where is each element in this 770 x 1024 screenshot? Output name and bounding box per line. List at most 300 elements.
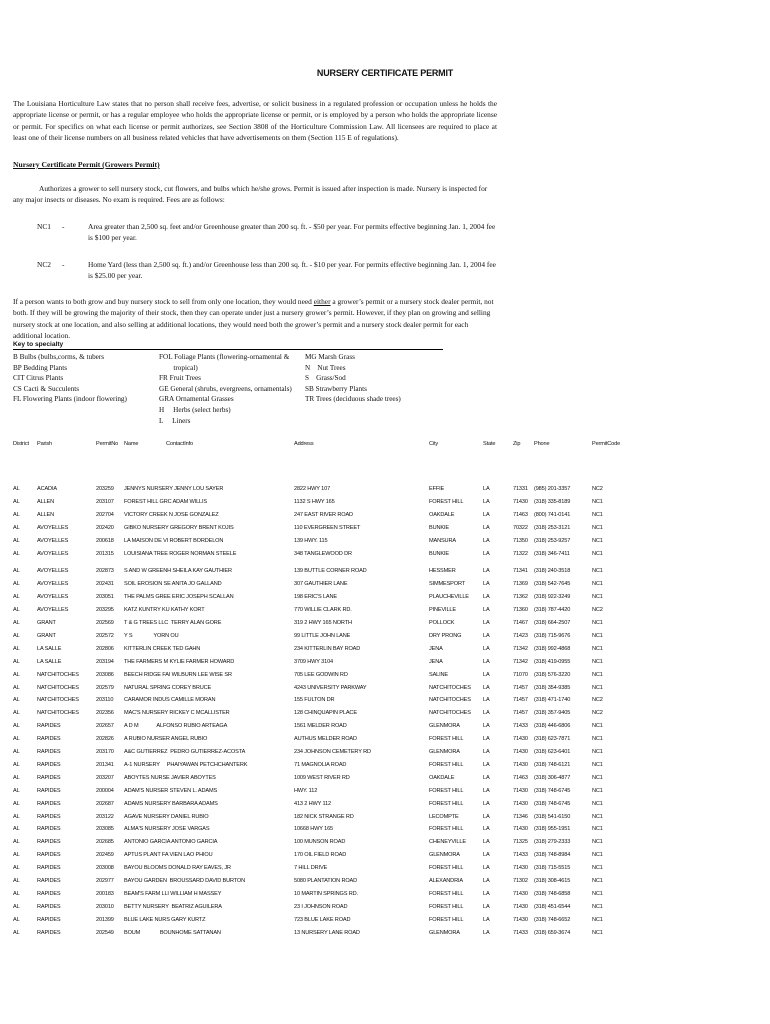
cell-address: 155 FULTON DR xyxy=(294,697,335,703)
cell-state: LA xyxy=(483,551,490,557)
cell-address: 705 LEE GODWIN RD xyxy=(294,672,348,678)
permit-class-dash: - xyxy=(62,260,65,269)
cell-name-contact: A RUBIO NURSER ANGEL RUBIO xyxy=(124,736,208,742)
cell-state: LA xyxy=(483,525,490,531)
cell-district: AL xyxy=(13,710,20,716)
cell-permit-number: 203110 xyxy=(96,697,114,703)
cell-district: AL xyxy=(13,878,20,884)
cell-district: AL xyxy=(13,525,20,531)
cell-address: 23 I JOHNSON ROAD xyxy=(294,904,348,910)
cell-address: 319 2 HWY 165 NORTH xyxy=(294,620,352,626)
cell-phone: (985) 201-3357 xyxy=(534,486,571,492)
cell-phone: (318) 748-6745 xyxy=(534,801,571,807)
cell-permit-code: NC1 xyxy=(592,512,603,518)
cell-phone: (318) 446-6806 xyxy=(534,723,571,729)
cell-state: LA xyxy=(483,930,490,936)
cell-city: NATCHITOCHES xyxy=(429,710,471,716)
header-zip: Zip xyxy=(513,441,521,447)
cell-district: AL xyxy=(13,672,20,678)
cell-permit-code: NC1 xyxy=(592,788,603,794)
cell-address: 139 BUTTLE CORNER ROAD xyxy=(294,568,367,574)
paragraph-text: If a person wants to both grow and buy nursery stock to sell from only one location, they would need xyxy=(13,297,314,306)
cell-parish: NATCHITOCHES xyxy=(37,685,79,691)
cell-permit-number: 202657 xyxy=(96,723,114,729)
cell-state: LA xyxy=(483,659,490,665)
key-item: L Liners xyxy=(159,416,191,425)
cell-permit-code: NC1 xyxy=(592,620,603,626)
cell-address: 1561 MELDER ROAD xyxy=(294,723,347,729)
cell-zip: 71457 xyxy=(513,710,528,716)
authorization-paragraph: Authorizes a grower to sell nursery stock, cut flowers, and bulbs which he/she grows. Permit is issued after inspection is made. Nursery is inspected for any major insects or diseases. No exam is required. Fees are as follows: xyxy=(13,184,488,205)
cell-name-contact: APTUS PLANT FA VIEN LAO PHIOU xyxy=(124,852,213,858)
cell-name-contact: NATURAL SPRING COREY BRUCE xyxy=(124,685,212,691)
cell-zip: 70322 xyxy=(513,525,528,531)
cell-name-contact: LOUISIANA TREE ROGER NORMAN STEELE xyxy=(124,551,237,557)
cell-parish: RAPIDES xyxy=(37,930,61,936)
cell-city: FOREST HILL xyxy=(429,891,464,897)
cell-phone: (318) 748-6121 xyxy=(534,762,571,768)
cell-permit-number: 201315 xyxy=(96,551,114,557)
cell-state: LA xyxy=(483,775,490,781)
cell-permit-number: 203207 xyxy=(96,775,114,781)
cell-zip: 71430 xyxy=(513,865,528,871)
cell-permit-number: 203008 xyxy=(96,865,114,871)
cell-permit-code: NC1 xyxy=(592,633,603,639)
cell-name-contact: GIBKO NURSERY GREGORY BRENT KOJIS xyxy=(124,525,234,531)
cell-address: 1132 S HWY 165 xyxy=(294,499,335,505)
cell-parish: AVOYELLES xyxy=(37,581,69,587)
cell-district: AL xyxy=(13,852,20,858)
cell-district: AL xyxy=(13,633,20,639)
cell-name-contact: BOUM BOUNHOME SATTANAN xyxy=(124,930,221,936)
cell-permit-code: NC1 xyxy=(592,749,603,755)
cell-zip: 71467 xyxy=(513,620,528,626)
cell-permit-number: 202806 xyxy=(96,646,114,652)
cell-district: AL xyxy=(13,775,20,781)
cell-address: AUTHUS MELDER ROAD xyxy=(294,736,357,742)
cell-address: 71 MAGNOLIA ROAD xyxy=(294,762,347,768)
cell-address: 2822 HWY 107 xyxy=(294,486,331,492)
cell-phone: (318) 922-3249 xyxy=(534,594,571,600)
key-item: CIT Citrus Plants xyxy=(13,374,64,383)
cell-address: 247 EAST RIVER ROAD xyxy=(294,512,353,518)
cell-district: AL xyxy=(13,826,20,832)
cell-phone: (318) 955-1951 xyxy=(534,826,571,832)
cell-permit-number: 202356 xyxy=(96,710,114,716)
cell-parish: AVOYELLES xyxy=(37,607,69,613)
key-item: N Nut Trees xyxy=(305,363,346,372)
cell-name-contact: ANTONIO GARCIA ANTONIO GARCIA xyxy=(124,839,218,845)
cell-permit-code: NC1 xyxy=(592,594,603,600)
cell-permit-code: NC1 xyxy=(592,723,603,729)
cell-state: LA xyxy=(483,749,490,755)
cell-name-contact: MAC'S NURSERY RICKEY C MCALLISTER xyxy=(124,710,230,716)
cell-phone: (318) 357-9405 xyxy=(534,710,571,716)
cell-phone: (318) 346-7411 xyxy=(534,551,570,557)
cell-zip: 71463 xyxy=(513,512,528,518)
cell-parish: AVOYELLES xyxy=(37,568,69,574)
cell-city: FOREST HILL xyxy=(429,788,464,794)
cell-state: LA xyxy=(483,788,490,794)
cell-name-contact: A D M ALFONSO RUBIO ARTEAGA xyxy=(124,723,228,729)
key-column-3 xyxy=(305,352,401,405)
cell-district: AL xyxy=(13,891,20,897)
cell-zip: 71362 xyxy=(513,594,528,600)
cell-city: GLENMORA xyxy=(429,749,460,755)
key-item: SB Strawberry Plants xyxy=(305,384,367,393)
header-district: District xyxy=(13,441,29,447)
cell-zip: 71433 xyxy=(513,723,528,729)
cell-city: FOREST HILL xyxy=(429,917,464,923)
key-item: TR Trees (deciduous shade trees) xyxy=(305,395,401,404)
cell-parish: ALLEN xyxy=(37,499,54,505)
cell-permit-code: NC1 xyxy=(592,499,603,505)
cell-name-contact: SOIL EROSION SE ANITA JO GALLAND xyxy=(124,581,222,587)
cell-phone: (318) 748-6858 xyxy=(534,891,571,897)
cell-state: LA xyxy=(483,865,490,871)
key-title: Key to specialty xyxy=(13,341,64,348)
cell-address: 7 HILL DRIVE xyxy=(294,865,328,871)
cell-state: LA xyxy=(483,581,490,587)
cell-city: GLENMORA xyxy=(429,930,460,936)
cell-city: BUNKIE xyxy=(429,551,449,557)
cell-district: AL xyxy=(13,839,20,845)
cell-state: LA xyxy=(483,646,490,652)
cell-permit-code: NC1 xyxy=(592,581,603,587)
cell-district: AL xyxy=(13,697,20,703)
cell-permit-code: NC1 xyxy=(592,814,603,820)
cell-permit-number: 202579 xyxy=(96,685,114,691)
cell-city: FOREST HILL xyxy=(429,865,464,871)
cell-permit-number: 200004 xyxy=(96,788,114,794)
cell-phone: (318) 335-8189 xyxy=(534,499,571,505)
dual-permit-paragraph xyxy=(13,296,499,342)
cell-zip: 71457 xyxy=(513,697,528,703)
cell-name-contact: JENNYS NURSERY JENNY LOU SAYER xyxy=(124,486,224,492)
cell-parish: NATCHITOCHES xyxy=(37,672,79,678)
cell-permit-code: NC1 xyxy=(592,525,603,531)
cell-state: LA xyxy=(483,826,490,832)
cell-permit-code: NC2 xyxy=(592,486,603,492)
cell-district: AL xyxy=(13,620,20,626)
cell-permit-number: 202685 xyxy=(96,839,114,845)
cell-permit-number: 203051 xyxy=(96,594,114,600)
cell-state: LA xyxy=(483,878,490,884)
section-heading: Nursery Certificate Permit (Growers Permit) xyxy=(13,160,160,169)
cell-district: AL xyxy=(13,904,20,910)
cell-city: DRY PRONG xyxy=(429,633,462,639)
cell-permit-code: NC2 xyxy=(592,710,603,716)
cell-parish: ALLEN xyxy=(37,512,54,518)
key-item: tropical) xyxy=(159,363,198,372)
cell-permit-code: NC1 xyxy=(592,568,603,574)
cell-address: 99 LITTLE JOHN LANE xyxy=(294,633,351,639)
cell-address: 10668 HWY 165 xyxy=(294,826,333,832)
cell-name-contact: ADAM'S NURSER STEVEN L. ADAMS xyxy=(124,788,218,794)
cell-parish: RAPIDES xyxy=(37,814,61,820)
cell-name-contact: BETTY NURSERY BEATRIZ AGUILERA xyxy=(124,904,222,910)
cell-zip: 71423 xyxy=(513,633,528,639)
intro-paragraph: The Louisiana Horticulture Law states that no person shall receive fees, advertise, or solicit business in a regulated profession or occupation unless he holds the appropriate license or permit, or has a regular employee who holds the appropriate license or permit, or is employed by a person who holds the appropriate license or permit. For specifics on what each license or permit authorizes, see Section 3808 of the Horticulture Commission Law. All licensees are required to place at least one of their license numbers on all business related vehicles that have advertisements on them (Section 115 E of regulations). xyxy=(13,99,497,143)
cell-parish: RAPIDES xyxy=(37,788,61,794)
cell-state: LA xyxy=(483,917,490,923)
cell-phone: (318) 623-7871 xyxy=(534,736,571,742)
cell-permit-number: 202572 xyxy=(96,633,114,639)
cell-name-contact: BLUE LAKE NURS GARY KURTZ xyxy=(124,917,206,923)
cell-permit-number: 202977 xyxy=(96,878,114,884)
cell-zip: 71322 xyxy=(513,551,528,557)
cell-district: AL xyxy=(13,685,20,691)
permit-class-description: Home Yard (less than 2,500 sq. ft.) and/or Greenhouse less than 200 sq. ft. - $10 per year. For permits effective beginning Jan. 1, 2004 fee is $25.00 per year. xyxy=(88,260,496,281)
cell-name-contact: CARAMOR INDUS CAMILLE MORAN xyxy=(124,697,216,703)
cell-city: FOREST HILL xyxy=(429,736,464,742)
cell-zip: 71430 xyxy=(513,904,528,910)
cell-city: GLENMORA xyxy=(429,723,460,729)
cell-parish: RAPIDES xyxy=(37,852,61,858)
cell-permit-number: 203170 xyxy=(96,749,114,755)
cell-city: CHENEYVILLE xyxy=(429,839,466,845)
cell-city: SIMMESPORT xyxy=(429,581,466,587)
cell-district: AL xyxy=(13,917,20,923)
cell-city: JENA xyxy=(429,659,443,665)
cell-parish: RAPIDES xyxy=(37,736,61,742)
cell-zip: 71430 xyxy=(513,801,528,807)
cell-city: FOREST HILL xyxy=(429,826,464,832)
cell-phone: (318) 992-4868 xyxy=(534,646,571,652)
cell-city: GLENMORA xyxy=(429,852,460,858)
cell-zip: 71430 xyxy=(513,736,528,742)
cell-address: 3709 HWY 3104 xyxy=(294,659,333,665)
cell-parish: RAPIDES xyxy=(37,904,61,910)
cell-name-contact: BEECH RIDGE FAI WILBURN LEE WISE SR xyxy=(124,672,232,678)
cell-parish: NATCHITOCHES xyxy=(37,697,79,703)
cell-phone: (318) 748-6652 xyxy=(534,917,571,923)
key-item: GE General (shrubs, evergreens, ornamentals) xyxy=(159,384,292,393)
cell-permit-number: 202549 xyxy=(96,930,114,936)
cell-zip: 71463 xyxy=(513,775,528,781)
cell-parish: RAPIDES xyxy=(37,775,61,781)
key-item: FL Flowering Plants (indoor flowering) xyxy=(13,395,127,404)
cell-permit-code: NC1 xyxy=(592,891,603,897)
cell-zip: 71342 xyxy=(513,646,528,652)
cell-phone: (318) 787-4420 xyxy=(534,607,571,613)
cell-permit-number: 202687 xyxy=(96,801,114,807)
cell-parish: RAPIDES xyxy=(37,801,61,807)
cell-parish: GRANT xyxy=(37,620,56,626)
cell-parish: LA SALLE xyxy=(37,646,62,652)
cell-state: LA xyxy=(483,486,490,492)
cell-state: LA xyxy=(483,801,490,807)
cell-permit-number: 203086 xyxy=(96,672,114,678)
cell-phone: (318) 664-2507 xyxy=(534,620,571,626)
cell-parish: RAPIDES xyxy=(37,917,61,923)
cell-permit-code: NC1 xyxy=(592,762,603,768)
cell-permit-number: 202420 xyxy=(96,525,114,531)
cell-address: 182 NICK STRANGE RD xyxy=(294,814,354,820)
cell-parish: AVOYELLES xyxy=(37,551,69,557)
header-permit: PermitNo xyxy=(96,441,119,447)
cell-district: AL xyxy=(13,486,20,492)
cell-state: LA xyxy=(483,697,490,703)
cell-zip: 71433 xyxy=(513,930,528,936)
cell-name-contact: A&C GUTIERREZ PEDRO GUTIERREZ-ACOSTA xyxy=(124,749,246,755)
cell-permit-number: 200183 xyxy=(96,891,114,897)
cell-parish: RAPIDES xyxy=(37,723,61,729)
cell-district: AL xyxy=(13,581,20,587)
cell-district: AL xyxy=(13,538,20,544)
cell-address: 234 JOHNSON CEMETERY RD xyxy=(294,749,371,755)
paragraph-emphasis: either xyxy=(313,297,331,306)
key-item: BP Bedding Plants xyxy=(13,363,68,372)
permit-class-nc1 xyxy=(37,221,537,245)
cell-city: LECOMPTE xyxy=(429,814,459,820)
cell-phone: (318) 451-6544 xyxy=(534,904,571,910)
cell-parish: AVOYELLES xyxy=(37,594,69,600)
cell-phone: (318) 748-8984 xyxy=(534,852,571,858)
paragraph-text: a grower’s permit or a nursery stock dealer permit, not both. If they will be growing the majority of their stock, then they can operate under just a nursery grower’s permit. However, if they plan on growing and selling nursery stock at one location, and also selling at additional locations, they would need both the grower’s permit and a nursery stock dealer permit for each additional location. xyxy=(13,297,494,341)
cell-city: PINEVILLE xyxy=(429,607,456,613)
cell-parish: AVOYELLES xyxy=(37,525,69,531)
cell-district: AL xyxy=(13,762,20,768)
key-item: GRA Ornamental Grasses xyxy=(159,395,234,404)
cell-state: LA xyxy=(483,839,490,845)
cell-permit-number: 202431 xyxy=(96,581,114,587)
cell-permit-code: NC2 xyxy=(592,607,603,613)
cell-zip: 71430 xyxy=(513,917,528,923)
cell-phone: (318) 308-4615 xyxy=(534,878,571,884)
cell-parish: RAPIDES xyxy=(37,891,61,897)
cell-address: 348 TANGLEWOOD DR xyxy=(294,551,352,557)
cell-city: BUNKIE xyxy=(429,525,449,531)
header-address: Address xyxy=(294,441,314,447)
cell-zip: 71331 xyxy=(513,486,528,492)
key-item: B Bulbs (bulbs,corms, & tubers xyxy=(13,353,105,361)
cell-parish: RAPIDES xyxy=(37,762,61,768)
cell-permit-code: NC1 xyxy=(592,801,603,807)
cell-state: LA xyxy=(483,762,490,768)
cell-phone: (800) 741-0141 xyxy=(534,512,571,518)
cell-permit-code: NC1 xyxy=(592,917,603,923)
cell-address: 723 BLUE LAKE ROAD xyxy=(294,917,351,923)
cell-city: NATCHITOCHES xyxy=(429,685,471,691)
cell-phone: (318) 659-3674 xyxy=(534,930,571,936)
cell-address: 1009 WEST RIVER RD xyxy=(294,775,350,781)
cell-phone: (318) 306-4877 xyxy=(534,775,571,781)
cell-zip: 71342 xyxy=(513,659,528,665)
cell-city: OAKDALE xyxy=(429,512,455,518)
cell-city: NATCHITOCHES xyxy=(429,697,471,703)
cell-district: AL xyxy=(13,930,20,936)
cell-district: AL xyxy=(13,568,20,574)
cell-zip: 71360 xyxy=(513,607,528,613)
key-item: CS Cacti & Succulents xyxy=(13,384,80,393)
cell-district: AL xyxy=(13,801,20,807)
cell-permit-code: NC1 xyxy=(592,538,603,544)
cell-zip: 71350 xyxy=(513,538,528,544)
cell-permit-number: 201341 xyxy=(96,762,114,768)
cell-parish: GRANT xyxy=(37,633,56,639)
cell-state: LA xyxy=(483,852,490,858)
cell-district: AL xyxy=(13,749,20,755)
cell-district: AL xyxy=(13,594,20,600)
key-column-2 xyxy=(159,352,292,426)
cell-permit-number: 203010 xyxy=(96,904,114,910)
header-contact: ContactInfo xyxy=(166,441,193,447)
cell-phone: (318) 253-3121 xyxy=(534,525,571,531)
cell-name-contact: THE PALMS GREE ERIC JOSEPH SCALLAN xyxy=(124,594,234,600)
header-name: Name xyxy=(124,441,139,447)
cell-city: POLLOCK xyxy=(429,620,455,626)
cell-zip: 71433 xyxy=(513,852,528,858)
cell-district: AL xyxy=(13,607,20,613)
cell-permit-code: NC1 xyxy=(592,646,603,652)
cell-address: 170 OIL FIELD ROAD xyxy=(294,852,347,858)
cell-zip: 71346 xyxy=(513,814,528,820)
cell-name-contact: A-1 NURSERY PHAIYAWAN PETCHCHANTERK xyxy=(124,762,248,768)
cell-state: LA xyxy=(483,620,490,626)
cell-city: HESSMER xyxy=(429,568,456,574)
cell-permit-code: NC2 xyxy=(592,697,603,703)
cell-name-contact: ALMA'S NURSERY JOSE VARGAS xyxy=(124,826,210,832)
cell-name-contact: AGAVE NURSERY DANIEL RUBIO xyxy=(124,814,209,820)
cell-address: 10 MARTIN SPRINGS RD. xyxy=(294,891,358,897)
cell-parish: RAPIDES xyxy=(37,749,61,755)
cell-permit-code: NC1 xyxy=(592,826,603,832)
cell-state: LA xyxy=(483,736,490,742)
cell-city: MANSURA xyxy=(429,538,456,544)
cell-address: 5080 PLANTATION ROAD xyxy=(294,878,358,884)
cell-city: ALEXANDRIA xyxy=(429,878,463,884)
cell-permit-code: NC1 xyxy=(592,672,603,678)
cell-permit-number: 203107 xyxy=(96,499,114,505)
cell-zip: 71341 xyxy=(513,568,528,574)
cell-state: LA xyxy=(483,594,490,600)
cell-name-contact: T & G TREES LLC TERRY ALAN GORE xyxy=(124,620,222,626)
cell-phone: (318) 623-6401 xyxy=(534,749,571,755)
permit-class-code: NC1 xyxy=(37,222,51,231)
cell-permit-code: NC1 xyxy=(592,551,603,557)
cell-state: LA xyxy=(483,568,490,574)
cell-permit-code: NC1 xyxy=(592,852,603,858)
cell-district: AL xyxy=(13,512,20,518)
cell-city: PLAUCHEVILLE xyxy=(429,594,469,600)
cell-name-contact: BAYOU GARDEN BROUSSARD DAVID BURTON xyxy=(124,878,245,884)
cell-permit-number: 203194 xyxy=(96,659,114,665)
key-item: FOL Foliage Plants (flowering-ornamental & xyxy=(159,353,290,361)
cell-permit-number: 202826 xyxy=(96,736,114,742)
cell-state: LA xyxy=(483,710,490,716)
permit-class-code: NC2 xyxy=(37,260,51,269)
cell-state: LA xyxy=(483,723,490,729)
cell-permit-code: NC1 xyxy=(592,904,603,910)
cell-name-contact: KATZ KUNTRY KU KATHY KORT xyxy=(124,607,205,613)
cell-permit-code: NC1 xyxy=(592,865,603,871)
permit-class-nc2 xyxy=(37,259,537,283)
header-phone: Phone xyxy=(534,441,550,447)
permit-class-description: Area greater than 2,500 sq. feet and/or Greenhouse greater than 200 sq. ft. - $50 per year. For permits effective beginning Jan. 1, 2004 fee is $100 per year. xyxy=(88,222,496,243)
cell-state: LA xyxy=(483,512,490,518)
cell-parish: AVOYELLES xyxy=(37,538,69,544)
cell-phone: (318) 541-6150 xyxy=(534,814,571,820)
cell-state: LA xyxy=(483,499,490,505)
permit-class-dash: - xyxy=(62,222,65,231)
cell-parish: ACADIA xyxy=(37,486,57,492)
header-parish: Parish xyxy=(37,441,52,447)
cell-zip: 71430 xyxy=(513,788,528,794)
cell-address: HWY. 112 xyxy=(294,788,318,794)
cell-zip: 71430 xyxy=(513,749,528,755)
cell-name-contact: VICTORY CREEK N JOSE GONZALEZ xyxy=(124,512,219,518)
